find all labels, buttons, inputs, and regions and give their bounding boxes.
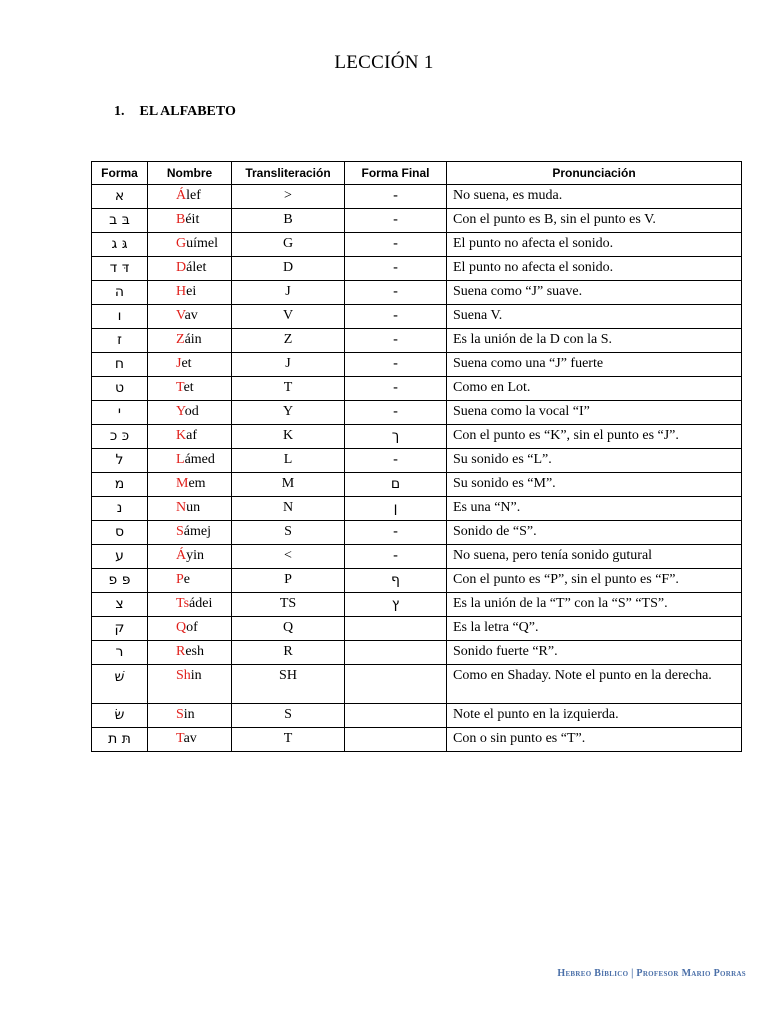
final-form: ף <box>345 569 447 593</box>
header-pronunciacion: Pronunciación <box>447 162 742 185</box>
letter-name-rest: ádei <box>189 596 213 611</box>
letter-name-initial: N <box>176 500 187 515</box>
transliteration: P <box>232 569 345 593</box>
transliteration: S <box>232 521 345 545</box>
letter-name-rest: áin <box>184 332 202 347</box>
pronunciation: Suena V. <box>447 305 742 329</box>
table-row <box>92 329 742 353</box>
pronunciation: Con el punto es B, sin el punto es V. <box>447 209 742 233</box>
final-form: - <box>345 209 447 233</box>
letter-name-rest: álet <box>186 260 207 275</box>
table-row <box>92 728 742 752</box>
letter-name-initial: Y <box>176 404 185 419</box>
letter-name <box>148 569 232 593</box>
final-form: - <box>345 449 447 473</box>
final-form: ץ <box>345 593 447 617</box>
table-row <box>92 569 742 593</box>
hebrew-letter: כּ כ <box>92 425 148 449</box>
pronunciation: Como en Lot. <box>447 377 742 401</box>
letter-name <box>148 593 232 617</box>
pronunciation: Suena como “J” suave. <box>447 281 742 305</box>
final-form: - <box>345 329 447 353</box>
table-row <box>92 425 742 449</box>
letter-name-rest: af <box>186 428 198 443</box>
letter-name <box>148 353 232 377</box>
letter-name <box>148 617 232 641</box>
letter-name-initial: G <box>176 236 187 251</box>
section-title: EL ALFABETO <box>139 104 236 119</box>
final-form: ם <box>345 473 447 497</box>
letter-name-rest: in <box>190 668 202 683</box>
final-form: - <box>345 257 447 281</box>
hebrew-letter: דּ ד <box>92 257 148 281</box>
header-forma: Forma <box>92 162 148 185</box>
final-form: - <box>345 281 447 305</box>
letter-name-rest: lef <box>186 188 201 203</box>
letter-name-initial: M <box>176 476 189 491</box>
transliteration: M <box>232 473 345 497</box>
table-row <box>92 593 742 617</box>
letter-name-initial: T <box>176 731 184 746</box>
header-nombre: Nombre <box>148 162 232 185</box>
hebrew-letter: ר <box>92 641 148 665</box>
letter-name <box>148 329 232 353</box>
transliteration: Q <box>232 617 345 641</box>
header-forma-final: Forma Final <box>345 162 447 185</box>
pronunciation: No suena, es muda. <box>447 185 742 209</box>
letter-name-initial: B <box>176 212 186 227</box>
letter-name-rest: em <box>188 476 206 491</box>
letter-name <box>148 209 232 233</box>
letter-name-initial: P <box>176 572 184 587</box>
letter-name-rest: esh <box>185 644 205 659</box>
transliteration: > <box>232 185 345 209</box>
final-form: - <box>345 521 447 545</box>
table-row <box>92 281 742 305</box>
hebrew-letter: ה <box>92 281 148 305</box>
hebrew-letter: גּ ג <box>92 233 148 257</box>
letter-name <box>148 281 232 305</box>
table-row <box>92 401 742 425</box>
hebrew-letter: בּ ב <box>92 209 148 233</box>
letter-name <box>148 305 232 329</box>
letter-name-initial: Sh <box>176 668 191 683</box>
table-row <box>92 233 742 257</box>
letter-name-initial: D <box>176 260 187 275</box>
transliteration: TS <box>232 593 345 617</box>
final-form: - <box>345 401 447 425</box>
table-row <box>92 545 742 569</box>
letter-name-rest: ámed <box>184 452 215 467</box>
letter-name-initial: S <box>176 707 184 722</box>
letter-name <box>148 401 232 425</box>
hebrew-letter: ל <box>92 449 148 473</box>
letter-name-rest: uímel <box>186 236 219 251</box>
pronunciation: Como en Shaday. Note el punto en la derecha. <box>447 665 742 704</box>
pronunciation: Su sonido es “L”. <box>447 449 742 473</box>
pronunciation: Es la unión de la “T” con la “S” “TS”. <box>447 593 742 617</box>
hebrew-letter: ו <box>92 305 148 329</box>
letter-name-initial: J <box>176 356 182 371</box>
letter-name <box>148 233 232 257</box>
letter-name-initial: S <box>176 524 184 539</box>
letter-name-rest: et <box>183 380 194 395</box>
pronunciation: Con el punto es “K”, sin el punto es “J”. <box>447 425 742 449</box>
letter-name-rest: av <box>183 731 197 746</box>
transliteration: B <box>232 209 345 233</box>
table-row <box>92 497 742 521</box>
final-form: - <box>345 185 447 209</box>
transliteration: SH <box>232 665 345 704</box>
letter-name <box>148 257 232 281</box>
letter-name <box>148 521 232 545</box>
table-row <box>92 617 742 641</box>
final-form <box>345 665 447 704</box>
final-form <box>345 704 447 728</box>
table-row <box>92 641 742 665</box>
hebrew-letter: צ <box>92 593 148 617</box>
table-row <box>92 521 742 545</box>
pronunciation: Con o sin punto es “T”. <box>447 728 742 752</box>
letter-name-initial: K <box>176 428 187 443</box>
transliteration: S <box>232 704 345 728</box>
table-row <box>92 305 742 329</box>
letter-name <box>148 641 232 665</box>
letter-name-initial: R <box>176 644 186 659</box>
hebrew-letter: פּ פ <box>92 569 148 593</box>
letter-name-rest: in <box>183 707 195 722</box>
page-title: LECCIÓN 1 <box>334 52 434 73</box>
final-form: ך <box>345 425 447 449</box>
letter-name <box>148 377 232 401</box>
final-form: - <box>345 353 447 377</box>
hebrew-letter: תּ ת <box>92 728 148 752</box>
transliteration: < <box>232 545 345 569</box>
transliteration: R <box>232 641 345 665</box>
pronunciation: No suena, pero tenía sonido gutural <box>447 545 742 569</box>
transliteration: T <box>232 728 345 752</box>
letter-name-initial: V <box>176 308 185 323</box>
hebrew-letter: ט <box>92 377 148 401</box>
letter-name-rest: of <box>186 620 198 635</box>
letter-name-initial: L <box>176 452 185 467</box>
pronunciation: Note el punto en la izquierda. <box>447 704 742 728</box>
letter-name <box>148 449 232 473</box>
hebrew-letter: שׂ <box>92 704 148 728</box>
letter-name <box>148 185 232 209</box>
hebrew-letter: ע <box>92 545 148 569</box>
section-heading <box>114 104 236 120</box>
page-footer: Hebreo Bíblico | Profesor Mario Porras <box>557 968 746 979</box>
pronunciation: El punto no afecta el sonido. <box>447 257 742 281</box>
final-form: - <box>345 233 447 257</box>
transliteration: L <box>232 449 345 473</box>
hebrew-letter: נ <box>92 497 148 521</box>
transliteration: N <box>232 497 345 521</box>
alphabet-table <box>91 161 742 752</box>
final-form <box>345 728 447 752</box>
table-row <box>92 473 742 497</box>
final-form: - <box>345 545 447 569</box>
transliteration: J <box>232 281 345 305</box>
transliteration: J <box>232 353 345 377</box>
final-form: - <box>345 305 447 329</box>
pronunciation: Sonido de “S”. <box>447 521 742 545</box>
hebrew-letter: שׁ <box>92 665 148 704</box>
letter-name-rest: éit <box>185 212 200 227</box>
hebrew-letter: ח <box>92 353 148 377</box>
letter-name <box>148 545 232 569</box>
pronunciation: Es una “N”. <box>447 497 742 521</box>
transliteration: V <box>232 305 345 329</box>
transliteration: T <box>232 377 345 401</box>
hebrew-letter: ז <box>92 329 148 353</box>
table-row <box>92 209 742 233</box>
letter-name-initial: Á <box>176 188 187 203</box>
letter-name <box>148 425 232 449</box>
letter-name-rest: e <box>183 572 191 587</box>
table-row <box>92 704 742 728</box>
letter-name-rest: un <box>186 500 201 515</box>
hebrew-letter: מ <box>92 473 148 497</box>
letter-name-initial: Á <box>176 548 187 563</box>
hebrew-letter: א <box>92 185 148 209</box>
pronunciation: Es la letra “Q”. <box>447 617 742 641</box>
hebrew-letter: ק <box>92 617 148 641</box>
letter-name-rest: et <box>181 356 192 371</box>
letter-name <box>148 665 232 704</box>
letter-name-initial: T <box>176 380 184 395</box>
transliteration: D <box>232 257 345 281</box>
pronunciation: Suena como una “J” fuerte <box>447 353 742 377</box>
letter-name-rest: od <box>184 404 199 419</box>
table-row <box>92 185 742 209</box>
letter-name-initial: H <box>176 284 187 299</box>
pronunciation: Con el punto es “P”, sin el punto es “F”. <box>447 569 742 593</box>
letter-name-initial: Z <box>176 332 185 347</box>
final-form: ן <box>345 497 447 521</box>
pronunciation: El punto no afecta el sonido. <box>447 233 742 257</box>
letter-name-rest: ámej <box>183 524 212 539</box>
pronunciation: Es la unión de la D con la S. <box>447 329 742 353</box>
table-row <box>92 377 742 401</box>
pronunciation: Sonido fuerte “R”. <box>447 641 742 665</box>
table-row <box>92 257 742 281</box>
pronunciation: Suena como la vocal “I” <box>447 401 742 425</box>
letter-name <box>148 704 232 728</box>
letter-name-rest: ei <box>186 284 197 299</box>
transliteration: Y <box>232 401 345 425</box>
table-header-row <box>92 162 742 185</box>
letter-name-rest: av <box>184 308 198 323</box>
final-form <box>345 617 447 641</box>
header-transliteracion: Transliteración <box>232 162 345 185</box>
letter-name <box>148 473 232 497</box>
transliteration: Z <box>232 329 345 353</box>
table-row <box>92 665 742 704</box>
table-row <box>92 449 742 473</box>
letter-name-initial: Q <box>176 620 187 635</box>
letter-name-initial: Ts <box>176 596 190 611</box>
final-form: - <box>345 377 447 401</box>
letter-name <box>148 728 232 752</box>
pronunciation: Su sonido es “M”. <box>447 473 742 497</box>
final-form <box>345 641 447 665</box>
hebrew-letter: י <box>92 401 148 425</box>
transliteration: G <box>232 233 345 257</box>
table-row <box>92 353 742 377</box>
transliteration: K <box>232 425 345 449</box>
section-number: 1. <box>114 104 125 119</box>
letter-name <box>148 497 232 521</box>
hebrew-letter: ס <box>92 521 148 545</box>
letter-name-rest: yin <box>186 548 205 563</box>
